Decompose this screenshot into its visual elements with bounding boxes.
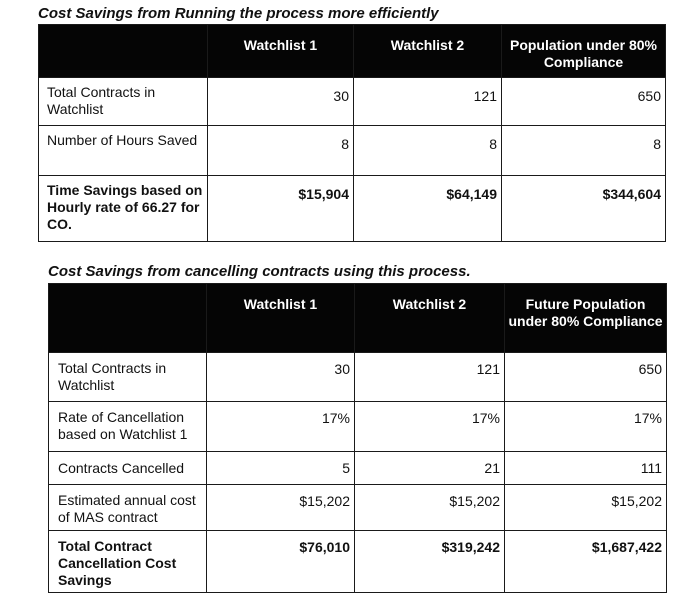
row-label: Total Contract Cancellation Cost Savings [49,531,207,593]
table-row [49,452,667,485]
row-label: Total Contracts in Watchlist [39,78,208,126]
cell-value: 121 [355,353,505,402]
cell-value: 17% [505,402,667,452]
cell-value: 17% [207,402,355,452]
row-label: Number of Hours Saved [39,126,208,176]
header-corner [49,284,207,353]
header-watchlist-1: Watchlist 1 [208,25,354,78]
header-corner [39,25,208,78]
table-row [39,78,666,126]
cell-value: 17% [355,402,505,452]
cancellation-savings-table [48,283,667,593]
cell-value: 30 [207,353,355,402]
cell-value: 121 [354,78,502,126]
row-label: Time Savings based on Hourly rate of 66.27 for CO. [39,176,208,242]
cell-value: 5 [207,452,355,485]
row-label: Total Contracts in Watchlist [49,353,207,402]
cell-value: 21 [355,452,505,485]
header-watchlist-2: Watchlist 2 [354,25,502,78]
header-population: Population under 80% Compliance [502,25,666,78]
cell-value: 650 [505,353,667,402]
cell-value: $1,687,422 [505,531,667,593]
cell-value: $319,242 [355,531,505,593]
row-label: Rate of Cancellation based on Watchlist 1 [49,402,207,452]
cell-value: $76,010 [207,531,355,593]
table-header-row [39,25,666,78]
header-watchlist-2: Watchlist 2 [355,284,505,353]
efficiency-savings-table [38,24,666,242]
section2-title: Cost Savings from cancelling contracts using this process. [48,263,471,280]
cell-value: $15,904 [208,176,354,242]
cell-value: 8 [354,126,502,176]
header-future-population: Future Population under 80% Compliance [505,284,667,353]
cell-value: $64,149 [354,176,502,242]
table-row [49,485,667,531]
cell-value: 111 [505,452,667,485]
cell-value: $15,202 [505,485,667,531]
table-row [49,353,667,402]
header-watchlist-1: Watchlist 1 [207,284,355,353]
cell-value: $15,202 [355,485,505,531]
cell-value: $15,202 [207,485,355,531]
cell-value: 8 [208,126,354,176]
table-row [49,402,667,452]
table-row [39,126,666,176]
table-row-total [49,531,667,593]
cell-value: 650 [502,78,666,126]
cell-value: 30 [208,78,354,126]
cell-value: $344,604 [502,176,666,242]
cell-value: 8 [502,126,666,176]
table-header-row [49,284,667,353]
section1-title: Cost Savings from Running the process more efficiently [38,5,439,22]
table-row-total [39,176,666,242]
row-label: Estimated annual cost of MAS contract [49,485,207,531]
row-label: Contracts Cancelled [49,452,207,485]
